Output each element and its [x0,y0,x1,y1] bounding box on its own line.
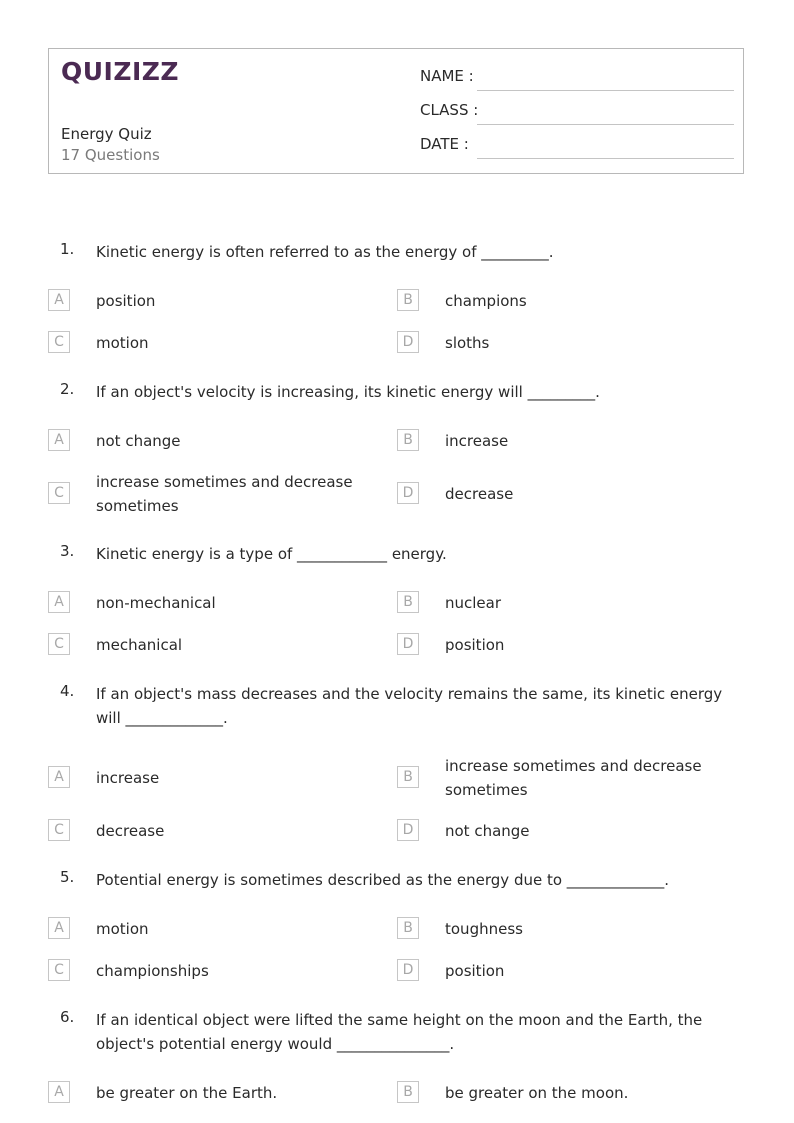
option-b-text: toughness [445,920,523,938]
date-line [477,158,734,159]
option-b-box[interactable]: B [397,591,419,613]
question-text: Potential energy is sometimes described as the energy due to _____________. [96,871,670,889]
option-d-box[interactable]: D [397,482,419,504]
option-a-text: motion [96,920,149,938]
question-text: If an object's velocity is increasing, its kinetic energy will _________. [96,383,600,401]
option-c-box[interactable]: C [48,331,70,353]
question-number: 3. [60,542,75,560]
worksheet-header [48,48,744,174]
option-c-text: decrease [96,822,165,840]
option-b-text: nuclear [445,594,502,612]
option-b-text: be greater on the moon. [445,1084,629,1102]
option-a-text: position [96,292,156,310]
question-number: 1. [60,240,75,258]
option-c-text: motion [96,334,149,352]
option-a-box[interactable]: A [48,429,70,451]
question-text: If an identical object were lifted the same height on the moon and the Earth, the object's potential energy would _______________. [96,1011,703,1053]
option-c-text: mechanical [96,636,183,654]
option-b-box[interactable]: B [397,429,419,451]
option-a-text: be greater on the Earth. [96,1084,278,1102]
option-a-box[interactable]: A [48,289,70,311]
question-count: 17 Questions [61,146,160,164]
name-input[interactable] [477,67,734,91]
option-b-text: champions [445,292,527,310]
class-input[interactable] [477,101,734,125]
option-a-box[interactable]: A [48,1081,70,1103]
class-label: CLASS : [420,101,479,119]
option-a-box[interactable]: A [48,917,70,939]
class-field[interactable] [420,101,734,125]
option-d-text: position [445,962,505,980]
option-d-box[interactable]: D [397,819,419,841]
name-field[interactable] [420,67,734,91]
option-c-box[interactable]: C [48,482,70,504]
name-label: NAME : [420,67,474,85]
option-b-text: increase sometimes and decrease sometimes [445,757,702,799]
option-c-text: increase sometimes and decrease sometimes [96,473,353,515]
option-b-box[interactable]: B [397,766,419,788]
option-a-box[interactable]: A [48,591,70,613]
quiz-title: Energy Quiz [61,125,152,143]
question-text: If an object's mass decreases and the velocity remains the same, its kinetic energy will _____________. [96,685,723,727]
date-input[interactable] [477,135,734,159]
option-b-box[interactable]: B [397,1081,419,1103]
option-d-box[interactable]: D [397,331,419,353]
option-a-text: not change [96,432,181,450]
question-number: 2. [60,380,75,398]
option-c-text: championships [96,962,209,980]
question-number: 4. [60,682,75,700]
name-line [477,90,734,91]
option-a-text: non-mechanical [96,594,216,612]
question-text: Kinetic energy is often referred to as the energy of _________. [96,243,554,261]
question-text: Kinetic energy is a type of ____________ energy. [96,545,447,563]
option-c-box[interactable]: C [48,819,70,841]
option-d-text: not change [445,822,530,840]
option-b-box[interactable]: B [397,289,419,311]
question-number: 5. [60,868,75,886]
quizizz-logo: QUIZIZZ [61,57,180,86]
option-c-box[interactable]: C [48,633,70,655]
option-c-box[interactable]: C [48,959,70,981]
date-label: DATE : [420,135,469,153]
date-field[interactable] [420,135,734,159]
option-b-box[interactable]: B [397,917,419,939]
option-d-box[interactable]: D [397,959,419,981]
option-d-text: position [445,636,505,654]
option-a-box[interactable]: A [48,766,70,788]
option-b-text: increase [445,432,509,450]
option-d-text: decrease [445,485,514,503]
option-d-text: sloths [445,334,490,352]
option-a-text: increase [96,769,160,787]
class-line [477,124,734,125]
question-number: 6. [60,1008,75,1026]
option-d-box[interactable]: D [397,633,419,655]
